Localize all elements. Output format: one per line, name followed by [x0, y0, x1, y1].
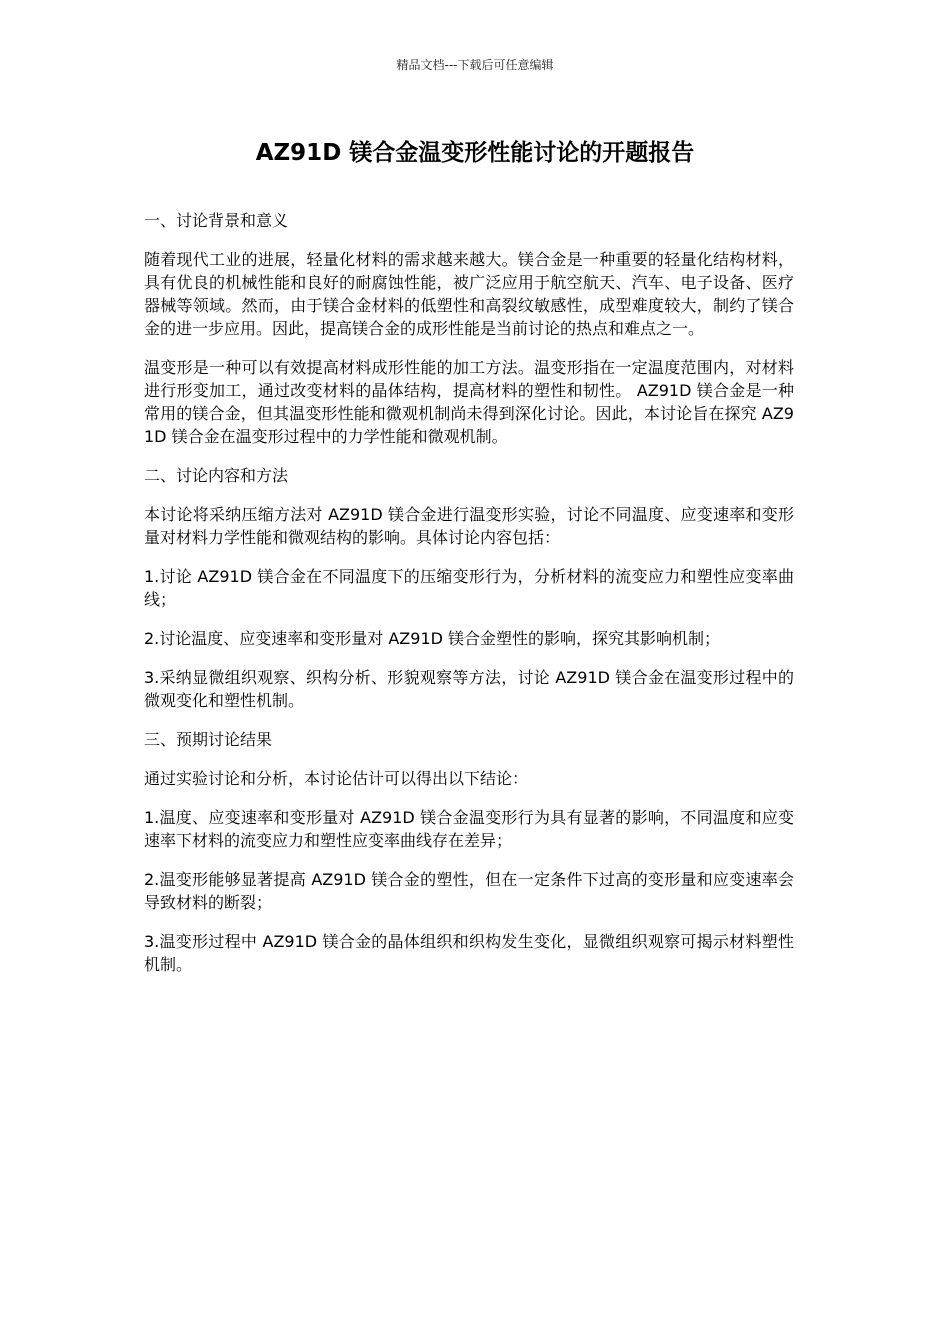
section-heading-expected-results: 三、预期讨论结果: [144, 730, 273, 749]
list-item-result-1: 1.温度、应变速率和变形量对 AZ91D 镁合金温变形行为具有显著的影响，不同温度和应变速率下材料的流变应力和塑性应变率曲线存在差异；: [144, 808, 794, 850]
list-item-result-3: 3.温变形过程中 AZ91D 镁合金的晶体组织和织构发生变化，显微组织观察可揭示材料塑性机制。: [144, 932, 794, 974]
paragraph-background-2: 温变形是一种可以有效提高材料成形性能的加工方法。温变形指在一定温度范围内，对材料进行形变加工，通过改变材料的晶体结构，提高材料的塑性和韧性。 AZ91D 镁合金是一种常用的镁合金，但其温变形性能和微观机制尚未得到深化讨论。因此，本讨论旨在探究 AZ91D 镁合金在温变形过程中的力学性能和微观机制。: [144, 358, 794, 446]
page-header: 精品文档---下载后可任意编辑: [396, 58, 554, 72]
list-item-content-3: 3.采纳显微组织观察、织构分析、形貌观察等方法，讨论 AZ91D 镁合金在温变形过程中的微观变化和塑性机制。: [144, 668, 794, 710]
list-item-content-1: 1.讨论 AZ91D 镁合金在不同温度下的压缩变形行为，分析材料的流变应力和塑性应变率曲线；: [144, 567, 794, 609]
document-title: AZ91D 镁合金温变形性能讨论的开题报告: [255, 140, 695, 166]
paragraph-content-intro: 本讨论将采纳压缩方法对 AZ91D 镁合金进行温变形实验，讨论不同温度、应变速率和变形量对材料力学性能和微观结构的影响。具体讨论内容包括：: [144, 505, 794, 547]
document-body: [144, 209, 794, 992]
paragraph-results-intro: 通过实验讨论和分析，本讨论估计可以得出以下结论：: [144, 769, 529, 788]
paragraph-background-1: 随着现代工业的进展，轻量化材料的需求越来越大。镁合金是一种重要的轻量化结构材料，具有优良的机械性能和良好的耐腐蚀性能，被广泛应用于航空航天、汽车、电子设备、医疗器械等领域。然而，由于镁合金材料的低塑性和高裂纹敏感性，成型难度较大，制约了镁合金的进一步应用。因此，提高镁合金的成形性能是当前讨论的热点和难点之一。: [144, 250, 794, 338]
section-heading-background: 一、讨论背景和意义: [144, 211, 289, 230]
list-item-result-2: 2.温变形能够显著提高 AZ91D 镁合金的塑性，但在一定条件下过高的变形量和应变速率会导致材料的断裂；: [144, 870, 794, 912]
list-item-content-2: 2.讨论温度、应变速率和变形量对 AZ91D 镁合金塑性的影响，探究其影响机制；: [144, 629, 721, 648]
section-heading-content-methods: 二、讨论内容和方法: [144, 466, 289, 485]
